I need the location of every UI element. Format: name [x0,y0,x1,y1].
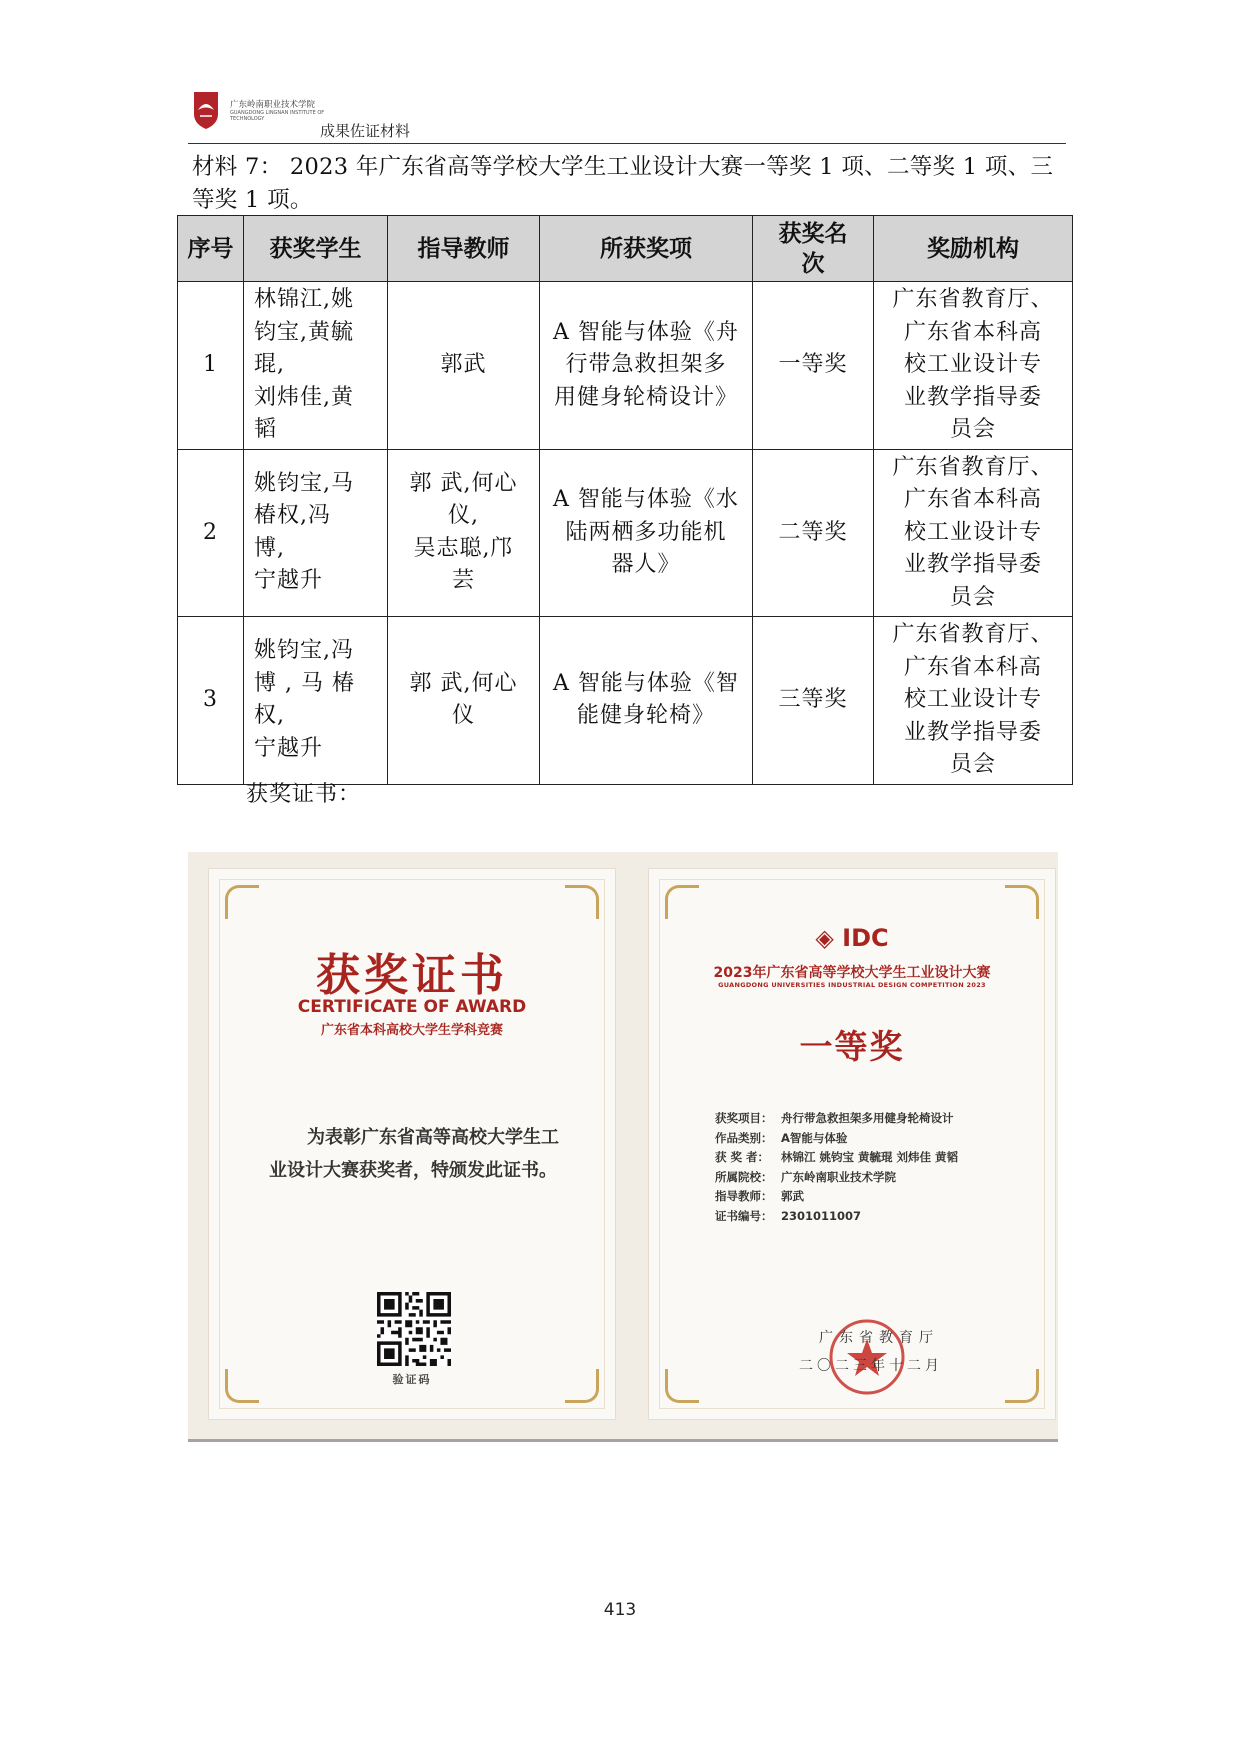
qr-label: 验证码 [392,1373,432,1386]
cell-no: 1 [178,282,244,450]
line: 员会 [949,584,996,610]
certificate-subtitle: 广东省本科高校大学生学科竞赛 [320,1023,503,1038]
line: 广东省本科高 [903,654,1042,680]
line: 能健身轮椅》 [576,703,715,729]
line: 郭 武,何心 [409,670,518,696]
school-name: 广东岭南职业技术学院 [230,100,316,110]
line: 钧宝,黄毓 [254,319,354,345]
line: 姚钧宝,马 [254,470,354,496]
issue-date: 二〇二三年十二月 [799,1358,943,1374]
competition-name: 2023年广东省高等学校大学生工业设计大赛 [713,965,991,981]
table-row [178,617,1073,785]
line: 郭 武,何心 [409,470,518,496]
certificate-right [648,868,1056,1420]
certificate-left [208,868,616,1420]
field-row [715,1148,1015,1168]
prize-title: 一等奖 [799,1027,905,1066]
header-org: 奖励机构 [874,216,1073,282]
certificate-label: 获奖证书： [246,782,362,807]
cell-no: 2 [178,449,244,617]
cell-students [244,449,388,617]
award-table [177,215,1073,785]
line: 宁越升 [254,568,324,594]
cell-award [540,617,753,785]
line: 郭武 [440,352,487,377]
line: 器人》 [611,552,681,577]
line: A 智能与体验《水 [553,487,739,512]
line: 博, [254,535,285,561]
line: A 智能与体验《智 [553,670,739,696]
table-row [178,282,1073,450]
line: 业教学指导委 [903,384,1042,410]
certificates-photo [188,852,1058,1442]
line: 仪 [451,703,475,729]
issuer: 广东省教育厅 [819,1330,939,1346]
line: 行带急救担架多 [565,352,727,377]
field-label: 获奖项目： [715,1111,773,1125]
competition-name-en: GUANGDONG UNIVERSITIES INDUSTRIAL DESIGN COMPETITION 2023 [718,981,986,989]
cell-rank: 二等奖 [753,449,874,617]
field-row [715,1187,1015,1207]
line: 广东省教育厅、 [892,287,1054,312]
cell-org [874,449,1073,617]
field-label: 指导教师： [715,1189,773,1203]
line: 校工业设计专 [903,519,1042,545]
field-label: 获 奖 者： [715,1150,770,1164]
header-rank-text: 获奖名次 [778,220,848,277]
line: 博 , 马 椿 [254,670,355,696]
cell-award [540,449,753,617]
field-row [715,1207,1015,1227]
line: 姚钧宝,冯 [254,638,354,664]
certificate-body: 为表彰广东省高等高校大学生工业设计大赛获奖者，特颁发此证书。 [269,1127,559,1181]
cell-org [874,617,1073,785]
cell-students [244,282,388,450]
header-award: 所获奖项 [540,216,753,282]
idc-logo-text: IDC [842,924,889,952]
field-row [715,1168,1015,1188]
corner-ornament-icon [665,1369,699,1403]
line: 用健身轮椅设计》 [553,384,738,410]
corner-ornament-icon [225,885,259,919]
cell-students [244,617,388,785]
header-title: 成果佐证材料 [320,122,411,140]
line: 宁越升 [254,735,324,761]
line: 吴志聪,邝 [413,535,514,561]
field-value: A智能与体验 [781,1130,848,1145]
line: 陆两栖多功能机 [565,519,727,545]
line: 广东省教育厅、 [892,622,1054,647]
field-row [715,1129,1015,1149]
field-label: 作品类别： [715,1130,773,1145]
header-no: 序号 [178,216,244,282]
line: 刘炜佳,黄 [254,384,354,410]
table-header-row [178,216,1073,282]
field-value: 2301011007 [781,1208,862,1223]
certificate-fields [715,1109,1015,1226]
corner-ornament-icon [565,885,599,919]
field-value: 郭武 [781,1189,804,1203]
table-row [178,449,1073,617]
line: 仪, [448,503,479,529]
intro-paragraph: 材料 7： 2023 年广东省高等学校大学生工业设计大赛一等奖 1 项、二等奖 1 项、三等奖 1 项。 [192,154,1054,213]
cell-rank: 三等奖 [753,617,874,785]
line: 员会 [949,417,996,442]
page-number: 413 [603,1600,637,1620]
cell-org [874,282,1073,450]
line: 广东省教育厅、 [892,454,1054,480]
corner-ornament-icon [1005,1369,1039,1403]
certificate-title: 获奖证书 [316,950,508,1001]
field-value: 林锦江 姚钧宝 黄毓琨 刘炜佳 黄韬 [781,1150,959,1164]
line: 校工业设计专 [903,352,1042,377]
page-header [188,86,1066,146]
field-value: 广东岭南职业技术学院 [781,1169,896,1184]
qr-code-icon [377,1292,451,1366]
cell-award [540,282,753,450]
line: A 智能与体验《舟 [553,319,739,345]
line: 琨, [254,352,285,377]
field-label: 证书编号： [715,1208,773,1223]
line: 权, [254,703,285,729]
line: 业教学指导委 [903,552,1042,577]
idc-mark-icon: ◈ [815,924,834,952]
line: 韬 [254,417,278,442]
line: 芸 [451,568,475,594]
field-row [715,1109,1015,1129]
line: 校工业设计专 [903,687,1042,712]
line: 员会 [949,752,996,777]
cell-teachers [388,617,540,785]
certificate-title-en: CERTIFICATE OF AWARD [297,997,527,1017]
cell-teachers [388,282,540,450]
line: 林锦江,姚 [254,287,354,312]
cell-no: 3 [178,617,244,785]
field-label: 所属院校： [715,1169,773,1184]
idc-logo [649,924,1055,952]
cell-teachers [388,449,540,617]
line: 椿权,冯 [254,503,331,529]
corner-ornament-icon [665,885,699,919]
school-name-en: GUANGDONG LINGNAN INSTITUTE OF TECHNOLOGY [230,110,325,122]
cell-rank: 一等奖 [753,282,874,450]
corner-ornament-icon [1005,885,1039,919]
line: 业教学指导委 [903,719,1042,745]
field-value: 舟行带急救担架多用健身轮椅设计 [781,1111,954,1125]
header-teachers: 指导教师 [388,216,540,282]
school-logo-icon [192,90,220,130]
line: 广东省本科高 [903,487,1042,512]
header-rule [188,143,1066,144]
header-students: 获奖学生 [244,216,388,282]
header-rank [753,216,874,282]
line: 广东省本科高 [903,319,1042,345]
